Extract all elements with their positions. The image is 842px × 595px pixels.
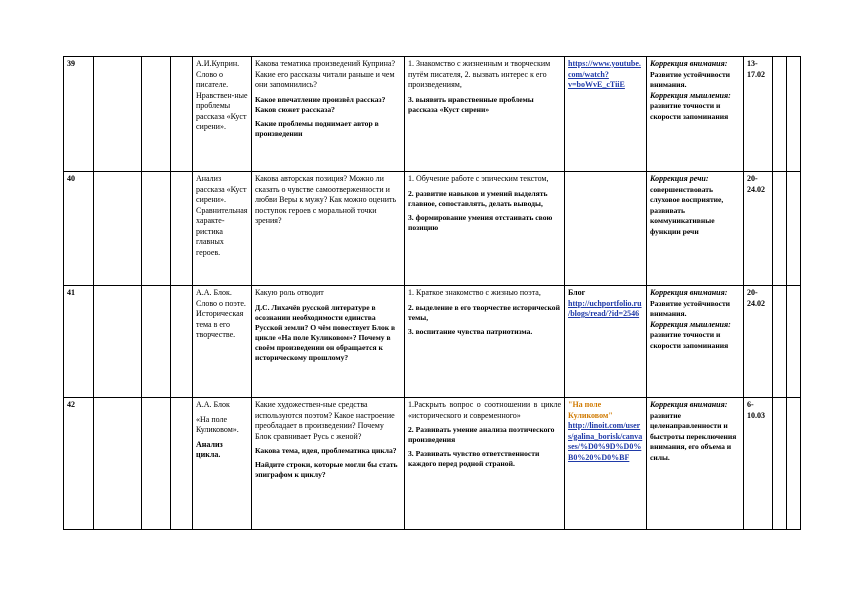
resource-link[interactable]: http://linoit.com/users/galina_borisk/canvases/%D0%9D%D0%B0%20%D0%BF	[568, 421, 643, 462]
correction-label: Коррекция мышления:	[650, 90, 731, 100]
table-row	[64, 172, 801, 286]
lesson-goals	[405, 57, 565, 172]
goal: 1. Обучение работе с эпическим текстом,	[408, 174, 549, 183]
lesson-date: 13-17.02	[744, 57, 773, 172]
question: Какие проблемы поднимает автор в произведении	[255, 118, 379, 138]
empty-cell	[787, 172, 801, 286]
goal: 3. формирование умения отстаивать свою позицию	[408, 212, 553, 232]
lesson-number: 42	[64, 398, 94, 530]
correction-item	[650, 288, 740, 320]
correction-work	[647, 57, 744, 172]
question: Какое впечатление произвёл рассказ? Каков сюжет рассказа?	[255, 94, 386, 114]
correction-label: Коррекция внимания:	[650, 400, 728, 409]
lesson-resource	[565, 286, 647, 398]
table-row	[64, 57, 801, 172]
lesson-resource	[565, 57, 647, 172]
correction-text: развитие целенаправленности и быстроты переключения внимания, его объема и силы.	[650, 410, 737, 462]
empty-cell	[787, 398, 801, 530]
question: Найдите строки, которые могли бы стать эпиграфом к циклу?	[255, 460, 398, 479]
lesson-goals	[405, 398, 565, 530]
lesson-goals	[405, 172, 565, 286]
empty-cell	[94, 398, 142, 530]
lesson-number: 39	[64, 57, 94, 172]
correction-label: Коррекция речи:	[650, 174, 709, 183]
empty-cell	[171, 286, 193, 398]
empty-cell	[94, 172, 142, 286]
resource-link[interactable]: http://uchportfolio.ru/blogs/read/?id=2546	[568, 298, 642, 318]
empty-cell	[171, 172, 193, 286]
empty-cell	[773, 286, 787, 398]
empty-cell	[787, 286, 801, 398]
lesson-topic: А.И.Куприн. Слово о писателе. Нравствен-ные проблемы рассказа «Куст сирени».	[193, 57, 252, 172]
empty-cell	[94, 286, 142, 398]
goal: 3. выявить нравственные проблемы рассказа «Куст сирени»	[408, 94, 534, 114]
empty-cell	[142, 398, 171, 530]
goal: 2. выделение в его творчестве исторической темы,	[408, 302, 560, 322]
lesson-date: 20-24.02	[744, 172, 773, 286]
lesson-questions	[252, 286, 405, 398]
topic-line: Анализ цикла.	[196, 439, 223, 459]
goal: 1.Раскрыть вопрос о соотношении в цикле «исторического и современного»	[408, 400, 561, 420]
correction-label: Коррекция мышления:	[650, 319, 731, 329]
lesson-plan-table	[63, 56, 801, 530]
resource-link[interactable]: https://www.youtube.com/watch?v=boWvE_cTiiE	[568, 59, 641, 89]
resource-label: Блог	[568, 288, 586, 297]
correction-work	[647, 286, 744, 398]
lesson-resource	[565, 172, 647, 286]
lesson-number: 41	[64, 286, 94, 398]
goal: 1. Знакомство с жизненным и творческим путём писателя, 2. вызвать интерес к его произведениям,	[408, 59, 551, 89]
correction-text: совершенствовать слуховое восприятие, развивать коммуникативные функции речи	[650, 184, 724, 236]
empty-cell	[142, 286, 171, 398]
lesson-topic: Анализ рассказа «Куст сирени». Сравнительная характе-ристика главных героев.	[193, 172, 252, 286]
empty-cell	[171, 398, 193, 530]
correction-work	[647, 172, 744, 286]
empty-cell	[94, 57, 142, 172]
correction-text: Развитие устойчивости внимания.	[650, 298, 731, 318]
goal: 3. Развивать чувство ответственности каждого перед родной страной.	[408, 449, 540, 468]
goal: 2. развитие навыков и умений выделять главное, сопоставлять, делать выводы,	[408, 188, 548, 208]
table-row	[64, 286, 801, 398]
empty-cell	[142, 172, 171, 286]
lesson-date: 6-10.03	[744, 398, 773, 530]
empty-cell	[171, 57, 193, 172]
goal: 2. Развивать умение анализа поэтического произведения	[408, 425, 555, 444]
correction-label: Коррекция внимания:	[650, 59, 728, 68]
question: Какую роль отводит	[255, 288, 324, 297]
resource-title: "На поле Куликовом"	[568, 400, 613, 420]
question: Какова тема, идея, проблематика цикла?	[255, 446, 397, 455]
topic-line: А.А. Блок	[196, 400, 230, 409]
empty-cell	[773, 172, 787, 286]
question: Какова авторская позиция? Можно ли сказать о чувстве самоотверженности и любви Веры к мужу? Как можно оценить поступок героев с моральной точки зрения?	[255, 174, 397, 225]
correction-item	[650, 91, 740, 123]
lesson-topic: А.А. Блок. Слово о поэте. Историческая тема в его творчестве.	[193, 286, 252, 398]
goal: 1. Краткое знакомство с жизнью поэта,	[408, 288, 541, 297]
lesson-questions	[252, 172, 405, 286]
correction-item	[650, 320, 740, 352]
correction-text: развитие точности и скорости запоминания	[650, 101, 729, 121]
lesson-number: 40	[64, 172, 94, 286]
lesson-questions	[252, 57, 405, 172]
topic-line: «На поле Куликовом».	[196, 414, 239, 434]
lesson-date: 20-24.02	[744, 286, 773, 398]
empty-cell	[773, 398, 787, 530]
question: Д.С. Лихачёв русской литературе в осознании необходимости единства Русской земли? О чём повествует Блок в цикле «На поле Куликовом»? Почему в своём произведении он обращается к историческому прошлому?	[255, 302, 396, 362]
correction-text: развитие точности и скорости запоминания	[650, 330, 729, 350]
lesson-questions	[252, 398, 405, 530]
lesson-goals	[405, 286, 565, 398]
correction-item	[650, 59, 740, 91]
correction-work	[647, 398, 744, 530]
correction-label: Коррекция внимания:	[650, 288, 728, 297]
table-row	[64, 398, 801, 530]
lesson-resource	[565, 398, 647, 530]
goal: 3. воспитание чувства патриотизма.	[408, 326, 533, 336]
empty-cell	[787, 57, 801, 172]
correction-text: Развитие устойчивости внимания.	[650, 69, 731, 89]
question: Какова тематика произведений Куприна? Какие его рассказы читали раньше и чем они запомнились?	[255, 59, 396, 89]
empty-cell	[773, 57, 787, 172]
question: Какие художествен-ные средства используются поэтом? Какое настроение преобладает в произведении? Почему Блок сравнивает Русь с женой?	[255, 400, 395, 441]
empty-cell	[142, 57, 171, 172]
lesson-topic	[193, 398, 252, 530]
correction-item	[650, 400, 740, 463]
correction-item	[650, 174, 740, 237]
